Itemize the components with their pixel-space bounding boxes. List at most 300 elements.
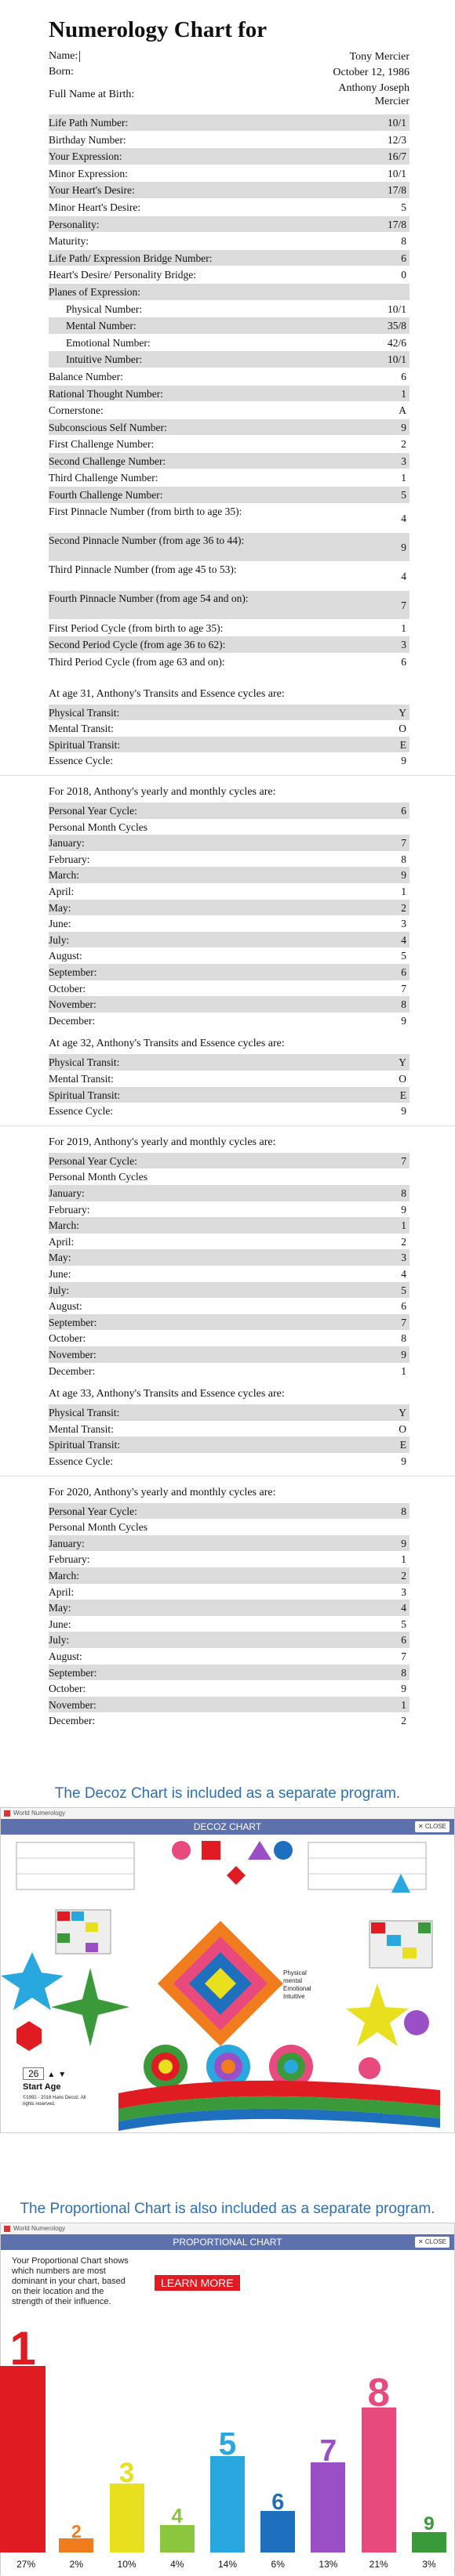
personal-month-value: 9 <box>401 869 406 882</box>
core-number-label: Fourth Challenge Number: <box>49 489 163 502</box>
blue-star-icon <box>1 1952 64 2010</box>
personal-month-label: October: <box>49 1683 86 1695</box>
app-logo-icon <box>4 2226 10 2232</box>
personal-month-label: June: <box>49 918 71 930</box>
transit-label: Mental Transit: <box>49 723 114 735</box>
name-letter-grid-left <box>16 1842 134 1889</box>
core-number-label: Birthday Number: <box>49 133 126 146</box>
transit-value: E <box>399 1439 406 1451</box>
personal-month-label: January: <box>49 837 85 850</box>
proportion-bar-number: 1 <box>9 2322 36 2375</box>
planes-legend <box>283 1969 311 2001</box>
personal-month-row <box>49 1665 410 1682</box>
personal-month <box>49 1234 410 1251</box>
proportion-bar-number: 5 <box>218 2425 237 2462</box>
personal-month-row <box>49 915 410 933</box>
core-number-row <box>49 148 410 165</box>
core-number-value: 0 <box>401 269 406 281</box>
transit-heading: At age 32, Anthony's Transits and Essence cycles are: <box>49 1038 285 1050</box>
core-number-label: Minor Heart's Desire: <box>49 201 141 213</box>
born-row <box>49 66 410 80</box>
proportion-bar-number: 6 <box>271 2489 285 2515</box>
personal-month-value: 8 <box>401 1666 406 1679</box>
core-number-value: 6 <box>401 370 406 382</box>
proportion-bar-number: 2 <box>71 2521 82 2542</box>
section-divider <box>0 1125 455 1126</box>
personal-month-value: 2 <box>401 1235 406 1248</box>
personal-month <box>49 1584 410 1601</box>
decoz-close-button[interactable]: ✕ CLOSE <box>415 1821 450 1832</box>
core-number-row <box>49 368 410 386</box>
personal-month-value: 9 <box>401 1014 406 1027</box>
personal-month-value: 7 <box>401 1650 406 1662</box>
transit-row <box>49 1404 410 1422</box>
personal-month-value: 1 <box>401 1219 406 1232</box>
personal-year-value: 8 <box>401 1505 406 1517</box>
core-number-label: Fourth Pinnacle Number (from age 54 and on): <box>49 592 249 604</box>
start-age-label: Start Age <box>23 2082 61 2092</box>
personal-year-row <box>49 1153 410 1170</box>
personal-month-label: September: <box>49 1666 97 1679</box>
core-number-value: 1 <box>401 621 406 634</box>
personal-month-row <box>49 1680 410 1697</box>
personal-month-value: 9 <box>401 1537 406 1549</box>
transit-heading: At age 33, Anthony's Transits and Essence cycles are: <box>49 1388 285 1400</box>
month-heading-label: Personal Month Cycles <box>49 821 147 833</box>
personal-month <box>49 1266 410 1283</box>
years-ribbon <box>118 2081 440 2131</box>
core-number-label: Third Period Cycle (from age 63 and on): <box>49 655 225 668</box>
personal-month-value: 2 <box>401 901 406 914</box>
pink-dot-icon <box>359 2057 380 2079</box>
personal-month-row <box>49 1584 410 1601</box>
month-heading <box>49 1168 410 1186</box>
transit-row <box>49 1437 410 1454</box>
personal-month-value: 1 <box>401 886 406 897</box>
month-heading <box>49 819 410 836</box>
personal-month-row <box>49 1249 410 1266</box>
personal-month <box>49 883 410 900</box>
personal-month-value: 6 <box>401 1634 406 1647</box>
decoz-window <box>0 1807 455 2133</box>
personal-month-value: 8 <box>401 1187 406 1199</box>
transit-row <box>49 705 410 722</box>
core-number-row <box>49 487 410 504</box>
personal-month <box>49 1201 410 1219</box>
fullname-value: Anthony Joseph Mercier <box>338 82 410 107</box>
personal-month-row <box>49 1217 410 1234</box>
wheel-left <box>144 2045 187 2089</box>
personal-month-row <box>49 1298 410 1315</box>
core-number-value: 6 <box>401 252 406 264</box>
transit-label: Spiritual Transit: <box>49 1089 121 1101</box>
proportion-percent-label: 3% <box>422 2559 436 2570</box>
personal-month-value: 3 <box>401 1252 406 1264</box>
planes-legend-emotional: Emotional <box>283 1985 311 1992</box>
month-heading-row <box>49 819 410 836</box>
transit-heading: At age 31, Anthony's Transits and Essence cycles are: <box>49 687 285 700</box>
core-number-value: 4 <box>401 570 406 582</box>
proportional-window-title: PROPORTIONAL CHART <box>173 2237 282 2248</box>
month-heading-row <box>49 1519 410 1536</box>
decoz-caption: The Decoz Chart is included as a separate program. <box>54 1785 401 1802</box>
transit-value: O <box>399 1422 406 1435</box>
personal-month-row <box>49 883 410 900</box>
personal-month-row <box>49 1600 410 1617</box>
personal-month-row <box>49 1346 410 1364</box>
core-number-value: 16/7 <box>387 150 406 163</box>
transit <box>49 752 410 770</box>
transit-value: 9 <box>401 755 406 767</box>
transit <box>49 1437 410 1454</box>
core-number-row <box>49 250 410 267</box>
personal-month-label: June: <box>49 1618 71 1630</box>
born-value: October 12, 1986 <box>333 67 410 78</box>
personal-month <box>49 932 410 949</box>
personal-month-value: 2 <box>401 1570 406 1581</box>
personal-year <box>49 1153 410 1170</box>
personal-month-row <box>49 1330 410 1347</box>
core-number-value: 9 <box>401 541 406 553</box>
personal-month <box>49 1632 410 1649</box>
age-up-arrow-icon[interactable]: ▲ <box>47 2071 56 2079</box>
personal-year-row <box>49 1503 410 1520</box>
red-square-icon <box>202 1841 220 1860</box>
personal-month-label: June: <box>49 1268 71 1280</box>
core-number-label: Your Heart's Desire: <box>49 184 135 197</box>
decoz-copyright: ©1992 - 2016 Hans Decoz. All rights reserved. <box>23 2096 86 2107</box>
transit-label: Mental Transit: <box>49 1422 114 1435</box>
personal-month-row <box>49 1567 410 1585</box>
core-number-value: 10/1 <box>387 303 406 315</box>
core-number-row <box>49 436 410 453</box>
proportion-bar <box>362 2408 396 2552</box>
proportional-titlebar <box>1 2234 454 2250</box>
proportion-percent-label: 6% <box>271 2559 285 2570</box>
core-number-value: 35/8 <box>387 320 406 332</box>
core-number-row <box>49 114 410 132</box>
personal-month <box>49 1314 410 1331</box>
core-number-value: 5 <box>401 489 406 502</box>
personal-year <box>49 1503 410 1520</box>
decoz-app-name: World Numerology <box>13 1810 66 1817</box>
core-number-row <box>49 301 410 318</box>
personal-month <box>49 1298 410 1315</box>
decoz-app-bar <box>1 1808 454 1819</box>
proportion-percent-label: 13% <box>318 2559 338 2570</box>
personal-month <box>49 1217 410 1234</box>
personal-month-label: September: <box>49 966 97 978</box>
text-caret <box>79 51 80 62</box>
proportion-percent-label: 14% <box>217 2559 238 2570</box>
core-number-label: First Pinnacle Number (from birth to age 35): <box>49 505 242 517</box>
personal-month-row <box>49 1535 410 1552</box>
core-number-row <box>49 335 410 352</box>
transit <box>49 1071 410 1088</box>
pink-circle-icon <box>172 1841 191 1860</box>
personal-month-value: 8 <box>401 853 406 865</box>
proportion-bar-number: 7 <box>319 2433 337 2469</box>
personal-month-value: 3 <box>401 918 406 930</box>
fullname-label: Full Name at Birth: <box>49 89 135 100</box>
proportional-caption: The Proportional Chart is also included as a separate program. <box>20 2201 435 2217</box>
personal-month-row <box>49 851 410 868</box>
personal-month-row <box>49 1697 410 1714</box>
blue-circle-icon <box>274 1841 293 1860</box>
personal-year-label: Personal Year Cycle: <box>49 1154 137 1167</box>
transit <box>49 1103 410 1120</box>
personal-month-row <box>49 980 410 998</box>
purple-dot-icon <box>404 2010 429 2035</box>
personal-month <box>49 1013 410 1030</box>
decoz-window-title: DECOZ CHART <box>193 1821 262 1832</box>
personal-month <box>49 1665 410 1682</box>
transit <box>49 1421 410 1438</box>
core-number-label: Life Path Number: <box>49 117 129 129</box>
personal-month-label: October: <box>49 982 86 995</box>
proportional-description: Your Proportional Chart shows which numbers are most dominant in your chart, based on their location and the strength of their influence. <box>12 2256 129 2306</box>
proportional-close-button[interactable]: ✕ CLOSE <box>415 2237 450 2248</box>
core-number-row <box>49 453 410 470</box>
personal-month-value: 4 <box>401 1268 406 1280</box>
personal-month-value: 1 <box>401 1553 406 1566</box>
core-number-row <box>49 351 410 368</box>
personal-month <box>49 1697 410 1714</box>
proportion-bar <box>210 2456 245 2552</box>
personal-month <box>49 1185 410 1202</box>
month-heading <box>49 1519 410 1536</box>
transit-label: Essence Cycle: <box>49 1455 114 1467</box>
personal-month-row <box>49 867 410 884</box>
core-number-row <box>49 562 410 591</box>
transit-value: 9 <box>401 1105 406 1118</box>
core-number-label: Physical Number: <box>66 303 143 315</box>
transit-label: Physical Transit: <box>49 706 120 719</box>
personal-month <box>49 964 410 981</box>
core-number-value: 3 <box>401 455 406 467</box>
transit-row <box>49 1453 410 1470</box>
core-number-label: First Period Cycle (from birth to age 35): <box>49 621 224 634</box>
core-number-row <box>49 533 410 562</box>
personal-month <box>49 1249 410 1266</box>
personal-year-label: Personal Year Cycle: <box>49 1505 137 1517</box>
name-label: Name: <box>49 50 80 63</box>
personal-month <box>49 1282 410 1299</box>
personal-month <box>49 1600 410 1617</box>
transit <box>49 1453 410 1470</box>
transit-value: O <box>399 723 406 735</box>
core-number-value: 10/1 <box>387 117 406 129</box>
planes-grid-right <box>369 1921 432 1968</box>
core-number-label: Second Pinnacle Number (from age 36 to 44): <box>49 534 245 546</box>
core-number-row <box>49 591 410 620</box>
transit-row <box>49 720 410 737</box>
personal-month-value: 5 <box>401 950 406 962</box>
personal-month-label: January: <box>49 1537 85 1549</box>
personal-month-label: November: <box>49 1698 96 1711</box>
personal-month-row <box>49 1712 410 1730</box>
transit-row <box>49 1103 410 1120</box>
personal-month-label: November: <box>49 1349 96 1360</box>
core-number-value: 4 <box>401 512 406 524</box>
personal-month-value: 5 <box>401 1284 406 1296</box>
core-number-row <box>49 469 410 487</box>
personal-month <box>49 1648 410 1665</box>
month-heading-row <box>49 1168 410 1186</box>
core-number-label: First Challenge Number: <box>49 438 155 451</box>
personal-month-value: 5 <box>401 1618 406 1630</box>
core-number-value: 17/8 <box>387 184 406 197</box>
personal-month-row <box>49 1551 410 1568</box>
core-number-value: 42/6 <box>387 336 406 349</box>
personal-month-row <box>49 1282 410 1299</box>
core-number-label: Rational Thought Number: <box>49 387 163 400</box>
planes-legend-mental: mental <box>283 1977 303 1984</box>
personal-month-label: September: <box>49 1316 97 1328</box>
personal-month-row <box>49 996 410 1013</box>
transit-value: E <box>399 1089 406 1101</box>
personal-month <box>49 1551 410 1568</box>
personal-month-value: 3 <box>401 1585 406 1598</box>
transit-label: Essence Cycle: <box>49 755 114 767</box>
core-number-value: A <box>399 404 406 417</box>
core-number-row <box>49 402 410 419</box>
personal-month <box>49 835 410 852</box>
personal-month-row <box>49 1648 410 1665</box>
personal-month-value: 2 <box>401 1715 406 1727</box>
transit-label: Essence Cycle: <box>49 1105 114 1118</box>
core-number-row <box>49 419 410 437</box>
decoz-chart-graphic <box>1 1835 454 2132</box>
personal-month-value: 9 <box>401 1683 406 1695</box>
core-number-label: Heart's Desire/ Personality Bridge: <box>49 269 197 281</box>
proportion-bar <box>0 2366 46 2552</box>
core-number-row <box>49 284 410 301</box>
personal-month-value: 7 <box>401 837 406 850</box>
core-number-label: Your Expression: <box>49 150 122 163</box>
app-logo-icon <box>4 1810 10 1817</box>
core-number-label: Second Period Cycle (from age 36 to 62): <box>49 639 226 651</box>
personal-month <box>49 947 410 965</box>
core-number-value: 8 <box>401 235 406 248</box>
personal-month-row <box>49 1013 410 1030</box>
core-number-label: Planes of Expression: <box>49 285 140 298</box>
personal-month-value: 8 <box>401 998 406 1011</box>
personal-year <box>49 803 410 820</box>
name-value: Tony Mercier <box>349 51 410 63</box>
transit-value: Y <box>399 1407 406 1419</box>
core-number-row <box>49 182 410 199</box>
personal-month-value: 6 <box>401 966 406 978</box>
core-number-label: Minor Expression: <box>49 167 128 179</box>
core-number-value: 10/1 <box>387 353 406 366</box>
age-stepper[interactable] <box>23 2067 66 2081</box>
core-number-label: Maturity: <box>49 235 89 248</box>
core-number-row <box>49 266 410 284</box>
core-number-row <box>49 317 410 335</box>
core-number-label: Third Challenge Number: <box>49 472 158 484</box>
green-star-icon <box>51 1968 129 2046</box>
name-row <box>49 50 410 64</box>
transit <box>49 720 410 737</box>
core-number-row <box>49 504 410 533</box>
personal-month <box>49 1680 410 1697</box>
personal-month-label: March: <box>49 869 79 882</box>
personal-year-value: 7 <box>401 1154 406 1167</box>
core-number-label: Personality: <box>49 218 100 230</box>
transit-value: Y <box>399 1056 406 1069</box>
report-title: Numerology Chart for <box>49 17 268 42</box>
personal-month-row <box>49 1363 410 1380</box>
transit-label: Physical Transit: <box>49 1056 120 1069</box>
proportional-app-bar <box>1 2223 454 2234</box>
age-down-arrow-icon[interactable]: ▼ <box>58 2071 67 2079</box>
personal-month-value: 9 <box>401 1203 406 1216</box>
personal-month-row <box>49 1266 410 1283</box>
red-diamond-icon <box>227 1866 246 1885</box>
transit-row <box>49 1054 410 1071</box>
core-number-row <box>49 216 410 234</box>
fullname-row <box>49 82 410 110</box>
personal-month-label: July: <box>49 933 70 946</box>
transit-value: E <box>399 738 406 751</box>
purple-triangle-icon <box>248 1841 271 1860</box>
section-divider <box>0 775 455 776</box>
transit <box>49 1404 410 1422</box>
core-number-value: 9 <box>401 421 406 433</box>
transit-row <box>49 737 410 754</box>
core-number-value: 10/1 <box>387 167 406 179</box>
core-number-row <box>49 654 410 671</box>
yellow-star-icon <box>346 1984 409 2046</box>
transit-label: Spiritual Transit: <box>49 738 121 751</box>
personal-year-row <box>49 803 410 820</box>
proportion-bar-number: 3 <box>118 2457 135 2488</box>
personal-month-label: July: <box>49 1634 70 1647</box>
transit-value: 9 <box>401 1455 406 1467</box>
core-number-row <box>49 132 410 149</box>
core-number-value: 7 <box>401 599 406 611</box>
personal-month <box>49 1346 410 1364</box>
personal-month <box>49 996 410 1013</box>
personal-month-value: 4 <box>401 1602 406 1614</box>
core-number-label: Emotional Number: <box>66 336 151 349</box>
year-heading: For 2020, Anthony's yearly and monthly cycles are: <box>49 1486 276 1498</box>
personal-month-row <box>49 1616 410 1633</box>
personal-month-label: August: <box>49 1300 82 1313</box>
proportion-percent-label: 2% <box>69 2559 83 2570</box>
core-number-label: Life Path/ Expression Bridge Number: <box>49 252 213 264</box>
red-hexagon-icon <box>16 2021 42 2051</box>
personal-month <box>49 1567 410 1585</box>
year-heading: For 2019, Anthony's yearly and monthly cycles are: <box>49 1136 276 1148</box>
personal-month-label: March: <box>49 1219 79 1232</box>
transit <box>49 1054 410 1071</box>
core-number-label: Balance Number: <box>49 370 123 382</box>
age-input[interactable]: 26 <box>23 2067 44 2080</box>
personal-month-row <box>49 835 410 852</box>
personal-month-label: May: <box>49 1602 71 1614</box>
proportion-percent-label: 10% <box>117 2559 136 2570</box>
personal-month-label: December: <box>49 1014 96 1027</box>
personal-month-value: 1 <box>401 1698 406 1711</box>
transit-label: Mental Transit: <box>49 1073 114 1085</box>
learn-more-button[interactable]: LEARN MORE <box>155 2275 240 2291</box>
core-number-row <box>49 386 410 403</box>
core-number-value: 17/8 <box>387 218 406 230</box>
personal-month-label: August: <box>49 950 82 962</box>
personal-month <box>49 900 410 917</box>
